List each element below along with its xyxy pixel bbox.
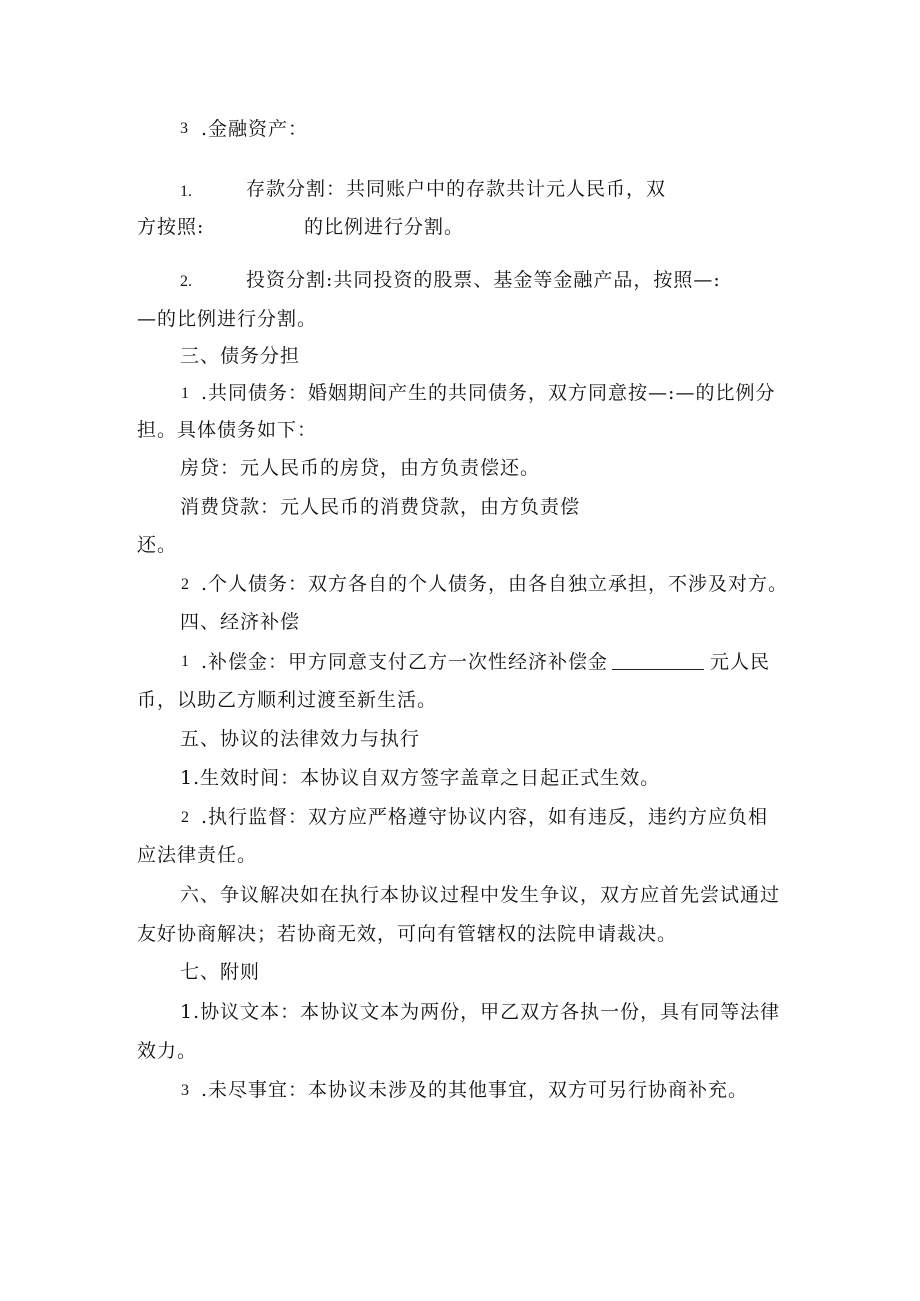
investment-split-line1: 投资分割:共同投资的股票、基金等金融产品，按照—: xyxy=(246,269,721,291)
investment-split-line2: —的比例进行分割。 xyxy=(137,308,318,330)
deposit-split-line2b: 的比例进行分割。 xyxy=(304,216,465,238)
common-debt-line1: .共同债务：婚姻期间产生的共同债务，双方同意按—:—的比例分 xyxy=(201,382,776,404)
personal-debt-line: .个人债务：双方各自的个人债务，由各自独立承担，不涉及对方。 xyxy=(201,573,789,595)
item-number: 1. xyxy=(180,183,192,200)
consumer-loan-line2: 还。 xyxy=(137,534,178,556)
agreement-text-line1: 1.协议文本：本协议文本为两份，甲乙双方各执一份，具有同等法律 xyxy=(180,1001,781,1023)
item-number: 3 xyxy=(181,1082,189,1099)
item-number: 2 xyxy=(181,809,189,826)
deposit-split-line1: 存款分割：共同账户中的存款共计元人民币，双 xyxy=(246,178,667,200)
supervision-line1: .执行监督：双方应严格遵守协议内容，如有违反，违约方应负相 xyxy=(201,806,769,828)
compensation-unit: 元人民 xyxy=(710,651,771,673)
dispute-line1: 六、争议解决如在执行本协议过程中发生争议，双方应首先尝试通过 xyxy=(180,884,781,906)
item-number: 1 xyxy=(181,653,189,670)
deposit-split-line2a: 方按照: xyxy=(137,216,205,238)
item-number: 1 xyxy=(181,385,189,402)
consumer-loan-line1: 消费贷款：元人民币的消费贷款，由方负责偿 xyxy=(180,496,581,518)
compensation-line1-text: .补偿金：甲方同意支付乙方一次性经济补偿金 xyxy=(201,651,609,673)
common-debt-line2: 担。具体债务如下： xyxy=(137,419,318,441)
section-title: .金融资产： xyxy=(201,118,309,140)
item-number: 2. xyxy=(180,273,192,290)
section-heading: 七、附则 xyxy=(180,961,261,983)
section-heading: 四、经济补偿 xyxy=(180,611,301,633)
section-heading: 三、债务分担 xyxy=(180,345,301,367)
effective-time-line: 1.生效时间：本协议自双方签字盖章之日起正式生效。 xyxy=(180,767,661,789)
supervision-line2: 应法律责任。 xyxy=(137,844,258,866)
section-heading: 五、协议的法律效力与执行 xyxy=(180,728,421,750)
other-matters-line: .未尽事宜：本协议未涉及的其他事宜，双方可另行协商补充。 xyxy=(201,1079,749,1101)
item-number: 2 xyxy=(181,576,189,593)
amount-blank xyxy=(612,651,704,670)
compensation-line2: 币，以助乙方顺利过渡至新生活。 xyxy=(137,689,438,711)
dispute-line2: 友好协商解决；若协商无效，可向有管辖权的法院申请裁决。 xyxy=(137,923,678,945)
mortgage-line: 房贷：元人民币的房贷，由方负责偿还。 xyxy=(180,457,541,479)
compensation-line1 xyxy=(201,650,770,674)
section-number: 3 xyxy=(180,120,188,137)
agreement-text-line2: 效力。 xyxy=(137,1040,198,1062)
